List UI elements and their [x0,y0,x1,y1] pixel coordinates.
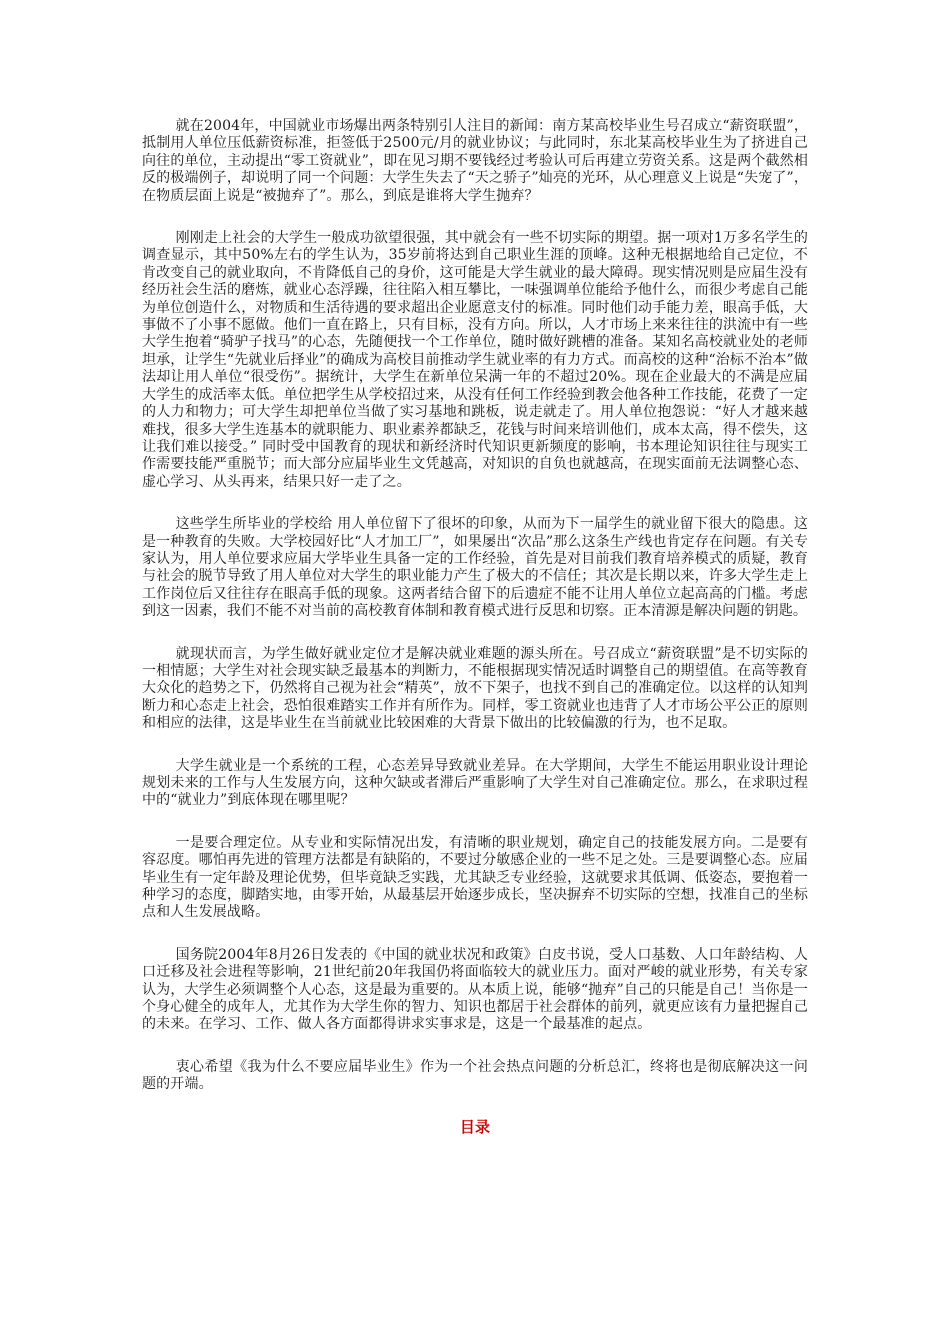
paragraph-7: 国务院2004年8月26日发表的《中国的就业状况和政策》白皮书说，受人口基数、人口年龄结构、人口迁移及社会进程等影响，21世纪前20年我国仍将面临较大的就业压力。面对严峻的就业形势，有关专家认为，大学生必须调整个人心态，这是最为重要的。从本质上说，能够“抛弃”自己的只能是自己！当你是一个身心健全的成年人，尤其作为大学生你的智力、知识也都居于社会群体的前列，就更应该有力量把握自己的未来。在学习、工作、做人各方面都得讲求实事求是，这是一个最基准的起点。 [142,946,808,1033]
paragraph-3: 这些学生所毕业的学校给 用人单位留下了很坏的印象，从而为下一届学生的就业留下很大的隐患。这是一种教育的失败。大学校园好比“人才加工厂”，如果屡出“次品”那么这条生产线也肯定存在问题。有关专家认为，用人单位要求应届大学毕业生具备一定的工作经验，首先是对目前我们教育培养模式的质疑，教育与社会的脱节导致了用人单位对大学生的职业能力产生了极大的不信任；其次是长期以来，许多大学生走上工作岗位后又往往存在眼高手低的现象。这两者结合留下的后遗症不能不让用人单位立起高高的门槛。考虑到这一因素，我们不能不对当前的高校教育体制和教育模式进行反思和切察。正本清源是解决问题的钥匙。 [142,516,808,620]
paragraph-2: 刚刚走上社会的大学生一般成功欲望很强，其中就会有一些不切实际的期望。据一项对1万多名学生的调查显示，其中50%左右的学生认为，35岁前将达到自己职业生涯的顶峰。这种无根据地给自己定位，不肯改变自己的就业取向，不肯降低自己的身价，这可能是大学生就业的最大障碍。现实情况则是应届生没有经历社会生活的磨炼，就业心态浮躁，往往陷入相互攀比，一味强调单位能给予他什么，而很少考虑自己能为单位创造什么，对物质和生活待遇的要求超出企业愿意支付的标准。同时他们动手能力差，眼高手低，大事做不了小事不愿做。他们一直在路上，只有目标，没有方向。所以，人才市场上来来往往的洪流中有一些大学生抱着“骑驴子找马”的心态，先随便找一个工作单位，随时做好跳槽的准备。某知名高校就业处的老师坦承，让学生“先就业后择业”的确成为高校目前推动学生就业率的有力方式。而高校的这种“治标不治本”做法却让用人单位“很受伤”。据统计，大学生在新单位呆满一年的不超过20%。现在企业最大的不满是应届大学生的成活率太低。单位把学生从学校招过来，从没有任何工作经验到教会他各种工作技能，花费了一定的人力和物力；可大学生却把单位当做了实习基地和跳板，说走就走了。用人单位抱怨说：“好人才越来越难找，很多大学生连基本的就职能力、职业素养都缺乏，花钱与时间来培训他们，成本太高，得不偿失，这让我们难以接受。” 同时受中国教育的现状和新经济时代知识更新频度的影响，书本理论知识往往与现实工作需要技能严重脱节；而大部分应届毕业生文凭越高，对知识的自负也就越高，在现实面前无法调整心态、虚心学习、从头再来，结果只好一走了之。 [142,230,808,490]
paragraph-5: 大学生就业是一个系统的工程，心态差异导致就业差异。在大学期间，大学生不能运用职业设计理论规划未来的工作与人生发展方向，这种欠缺或者滞后严重影响了大学生对自己准确定位。那么，在求职过程中的“就业力”到底体现在哪里呢？ [142,757,808,809]
table-of-contents-link[interactable]: 目录 [459,1117,491,1136]
paragraph-6: 一是要合理定位。从专业和实际情况出发，有清晰的职业规划，确定自己的技能发展方向。二是要有容忍度。哪怕再先进的管理方法都是有缺陷的，不要过分敏感企业的一些不足之处。三是要调整心态。应届毕业生有一定年龄及理论优势，但毕竟缺乏实践，尤其缺乏专业经验，这就要求其低调、低姿态，要抱着一种学习的态度，脚踏实地，由零开始，从最基层开始逐步成长，坚决摒弃不切实际的空想，找准自己的坐标点和人生发展战略。 [142,834,808,921]
paragraph-1: 就在2004年，中国就业市场爆出两条特别引人注目的新闻：南方某高校毕业生号召成立“薪资联盟”，抵制用人单位压低薪资标准，拒签低于2500元/月的就业协议；与此同时，东北某高校毕业生为了挤进自己向往的单位，主动提出“零工资就业”，即在见习期不要钱经过考验认可后再建立劳资关系。这是两个截然相反的极端例子，却说明了同一个问题：大学生失去了“天之骄子”灿亮的光环，从心理意义上说是“失宠了”，在物质层面上说是“被抛弃了”。那么，到底是谁将大学生抛弃？ [142,118,808,204]
paragraph-4: 就现状而言，为学生做好就业定位才是解决就业难题的源头所在。号召成立“薪资联盟”是不切实际的一相情愿；大学生对社会现实缺乏最基本的判断力，不能根据现实情况适时调整自己的期望值。在高等教育大众化的趋势之下，仍然将自己视为社会“精英”，放不下架子，也找不到自己的准确定位。以这样的认知判断力和心态走上社会，恐怕很难踏实工作并有所作为。同样，零工资就业也违背了人才市场公平公正的原则和相应的法律，这是毕业生在当前就业比较困难的大背景下做出的比较偏激的行为，也不足取。 [142,645,808,732]
document-body [142,118,808,1136]
paragraph-8: 衷心希望《我为什么不要应届毕业生》作为一个社会热点问题的分析总汇，终将也是彻底解决这一问题的开端。 [142,1058,808,1093]
